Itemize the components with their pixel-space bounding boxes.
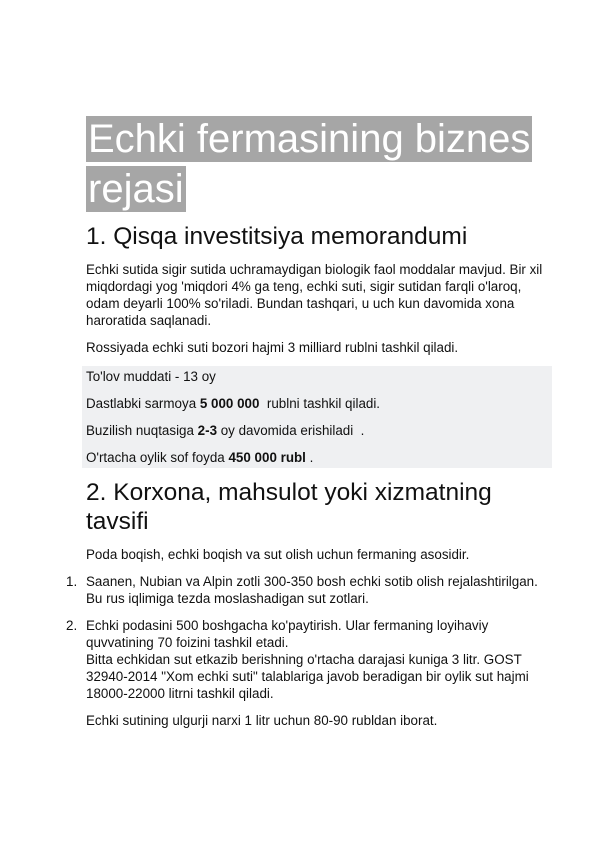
section2-intro: Poda boqish, echki boqish va sut olish uchun fermaning asosidir.	[86, 547, 470, 562]
wholesale-price-note: Echki sutining ulgurji narxi 1 litr uchun 80-90 rubldan iborat.	[86, 713, 438, 728]
list-item	[66, 573, 548, 607]
key-figures-box	[82, 366, 552, 468]
section1-heading: 1. Qisqa investitsiya memorandumi	[86, 223, 468, 250]
payback-period: To'lov muddati - 13 oy	[86, 369, 216, 384]
plan-list	[66, 573, 548, 702]
monthly-profit-label: O'rtacha oylik sof foyda	[86, 450, 229, 465]
section1-paragraph-1: Echki sutida sigir sutida uchramaydigan biologik faol moddalar mavjud. Bir xil miqdordagi yog 'miqdori 4% ga teng, echki suti, sigir sutidan farqli o'laroq, odam deyarli 100% so'riladi. Bundan tashqari, u uch kun davomida xona haroratida saqlanadi.	[86, 262, 543, 328]
initial-capital-value: 5 000 000	[199, 396, 260, 411]
list-item	[66, 617, 548, 702]
document-title	[86, 116, 548, 216]
list-item-text: Saanen, Nubian va Alpin zotli 300-350 bosh echki sotib olish rejalashtirilgan. Bu rus iqlimiga tezda moslashadigan sut zotlari.	[86, 574, 538, 606]
initial-capital	[86, 395, 548, 412]
list-item-text: Bitta echkidan sut etkazib berishning o'rtacha darajasi kuniga 3 litr. GOST 32940-2014 "Xom echki suti" talablariga javob beradigan bir oylik sut hajmi 18000-22000 litrni tashkil qiladi.	[86, 652, 529, 701]
section2-heading: 2. Korxona, mahsulot yoki xizmatning tavsifi	[86, 479, 492, 535]
list-item-number: 1.	[66, 574, 78, 589]
title-line-1: Echki fermasining biznes	[88, 117, 531, 161]
monthly-profit-value: 450 000 rubl	[228, 450, 306, 465]
initial-capital-label: Dastlabki sarmoya	[86, 396, 200, 411]
title-line-2: rejasi	[88, 167, 184, 211]
initial-capital-suffix: rublni tashkil qiladi.	[259, 396, 381, 411]
list-item-text: Echki podasini 500 boshgacha ko'paytirish. Ular fermaning loyihaviy quvvatining 70 foizini tashkil etadi.	[86, 618, 489, 650]
monthly-profit-suffix: .	[305, 450, 314, 465]
section1-paragraph-2: Rossiyada echki suti bozori hajmi 3 milliard rublni tashkil qiladi.	[86, 340, 459, 355]
list-item-number: 2.	[66, 618, 78, 633]
breakeven-label: Buzilish nuqtasiga	[86, 423, 198, 438]
breakeven-value: 2-3	[197, 423, 218, 438]
breakeven-suffix: oy davomida erishiladi .	[217, 423, 365, 438]
breakeven-point	[86, 422, 548, 439]
document-page	[66, 116, 548, 739]
monthly-profit	[86, 449, 548, 466]
